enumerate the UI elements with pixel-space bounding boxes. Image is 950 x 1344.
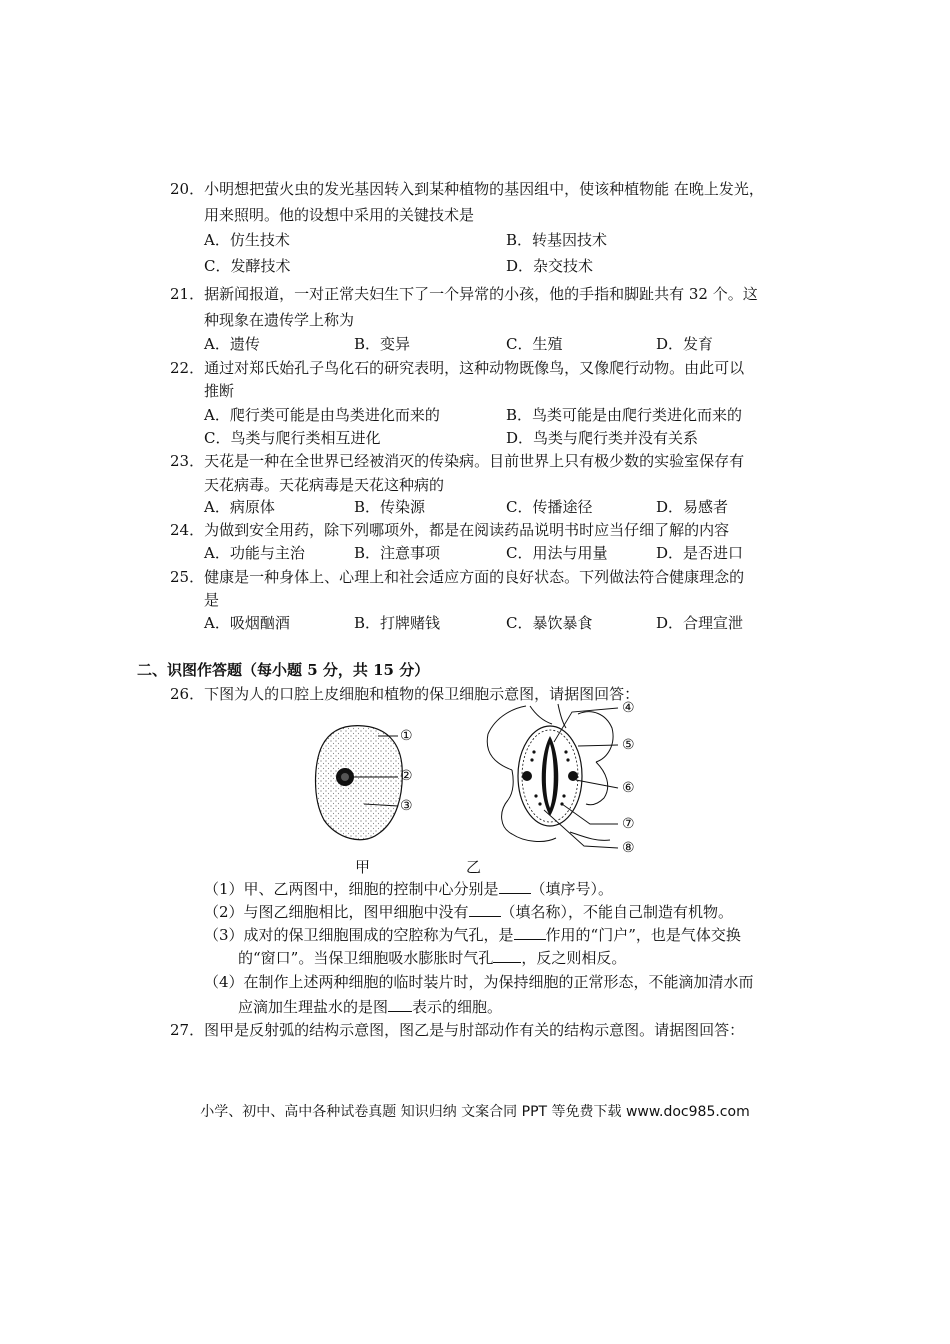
- q26-sub3-blank-2[interactable]: [493, 948, 521, 963]
- fig-label-8: ⑧: [622, 840, 635, 856]
- q22-option-c: C．鸟类与爬行类相互进化: [204, 429, 381, 447]
- guard-cell-nucleus-right: [568, 771, 578, 781]
- q25-option-a: A．吸烟酗酒: [204, 614, 290, 632]
- q26-sub3-text-d: ，反之则相反。: [521, 949, 627, 967]
- q23-option-c: C．传播途径: [506, 498, 593, 516]
- q20-option-c: C．发酵技术: [204, 257, 291, 275]
- q25-option-d: D．合理宣泄: [656, 614, 744, 632]
- q26-sub4-line2: [238, 996, 502, 1017]
- q21-option-c: C．生殖: [506, 335, 563, 353]
- q23-option-d: D．易感者: [656, 498, 729, 516]
- q20-stem-line2: 用来照明。他的设想中采用的关键技术是: [204, 206, 475, 224]
- q21-stem-line1: 21．据新闻报道，一对正常夫妇生下了一个异常的小孩，他的手指和脚趾共有 32 个。这: [170, 285, 758, 303]
- q23-stem-line1: 23．天花是一种在全世界已经被消灭的传染病。目前世界上只有极少数的实验室保存有: [170, 452, 745, 470]
- q25-option-b: B．打牌赌钱: [354, 614, 441, 632]
- q22-stem-line2: 推断: [204, 382, 235, 400]
- q24-option-a: A．功能与主治: [204, 544, 305, 562]
- fig-label-3: ③: [400, 798, 413, 814]
- q26-sub4-text-c: 表示的细胞。: [412, 998, 503, 1016]
- q25-option-c: C．暴饮暴食: [506, 614, 593, 632]
- q22-option-b: B．鸟类可能是由爬行类进化而来的: [506, 406, 743, 424]
- fig-caption-left: 甲: [355, 858, 371, 876]
- fig-label-6: ⑥: [622, 780, 635, 796]
- q20-option-b: B．转基因技术: [506, 231, 608, 249]
- q26-sub3-text-a: （3）成对的保卫细胞围成的空腔称为气孔，是: [204, 926, 514, 944]
- q21-option-b: B．变异: [354, 335, 411, 353]
- cell-membrane-outline: [316, 726, 403, 840]
- cell-diagram: [300, 700, 660, 860]
- q26-sub1: [204, 878, 613, 899]
- q26-sub2-text-b: （填名称），不能自己制造有机物。: [500, 903, 734, 921]
- q23-stem-line2: 天花病毒。天花病毒是天花这种病的: [204, 476, 445, 494]
- q26-sub4-text-b: 应滴加生理盐水的是图: [238, 998, 389, 1016]
- q26-sub2-text-a: （2）与图乙细胞相比，图甲细胞中没有: [204, 903, 469, 921]
- q20-option-a: A．仿生技术: [204, 231, 290, 249]
- fig-label-5: ⑤: [622, 737, 635, 753]
- fig-caption-right: 乙: [466, 858, 482, 876]
- q24-option-d: D．是否进口: [656, 544, 744, 562]
- q26-sub4-blank[interactable]: [388, 997, 412, 1012]
- fig-label-7: ⑦: [622, 816, 635, 832]
- q24-option-c: C．用法与用量: [506, 544, 608, 562]
- q22-option-d: D．鸟类与爬行类并没有关系: [506, 429, 699, 447]
- q25-stem-line2: 是: [204, 591, 220, 609]
- q20-stem-line1: 20．小明想把萤火虫的发光基因转入到某种植物的基因组中，使该种植物能 在晚上发光，: [170, 180, 764, 198]
- guard-cell-nucleus-left: [522, 771, 532, 781]
- q26-intro: 26．下图为人的口腔上皮细胞和植物的保卫细胞示意图，请据图回答：: [170, 685, 640, 703]
- q21-option-a: A．遗传: [204, 335, 260, 353]
- epithelial-cell-figure: [316, 726, 403, 840]
- q22-stem-line1: 22．通过对郑氏始孔子鸟化石的研究表明，这种动物既像鸟，又像爬行动物。由此可以: [170, 359, 745, 377]
- q26-sub1-blank[interactable]: [499, 879, 531, 894]
- q26-sub3-line1: [204, 924, 741, 945]
- fig-label-1: ①: [400, 728, 413, 744]
- fig-label-4: ④: [622, 700, 635, 716]
- q21-option-d: D．发育: [656, 335, 714, 353]
- q25-stem-line1: 25．健康是一种身体上、心理上和社会适应方面的良好状态。下列做法符合健康理念的: [170, 568, 745, 586]
- q26-sub2-blank[interactable]: [469, 902, 501, 917]
- q22-option-a: A．爬行类可能是由鸟类进化而来的: [204, 406, 440, 424]
- q27-stem-line1: 27．图甲是反射弧的结构示意图，图乙是与肘部动作有关的结构示意图。请据图回答：: [170, 1021, 745, 1039]
- q26-sub3-text-b: 作用的“门户”，也是气体交换: [545, 926, 741, 944]
- q26-sub3-text-c: 的“窗口”。当保卫细胞吸水膨胀时气孔: [238, 949, 494, 967]
- q26-sub1-text-a: （1）甲、乙两图中，细胞的控制中心分别是: [204, 880, 499, 898]
- q20-option-d: D．杂交技术: [506, 257, 594, 275]
- fig-label-2: ②: [400, 768, 413, 784]
- q26-sub4-line1: （4）在制作上述两种细胞的临时装片时，为保持细胞的正常形态，不能滴加清水而: [204, 973, 754, 991]
- q26-sub3-blank-1[interactable]: [514, 925, 546, 940]
- q26-sub3-line2: [238, 947, 626, 968]
- q23-option-a: A．病原体: [204, 498, 275, 516]
- section-2-title: 二、识图作答题（每小题 5 分，共 15 分）: [137, 661, 430, 679]
- q26-sub2: [204, 901, 733, 922]
- q24-stem-line1: 24．为做到安全用药，除下列哪项外，都是在阅读药品说明书时应当仔细了解的内容: [170, 521, 730, 539]
- page-footer[interactable]: 小学、初中、高中各种试卷真题 知识归纳 文案合同 PPT 等免费下载 www.doc985.com: [200, 1104, 750, 1120]
- guard-cell-figure: [487, 704, 618, 848]
- q23-option-b: B．传染源: [354, 498, 426, 516]
- q26-sub1-text-b: （填序号）。: [530, 880, 614, 898]
- q24-option-b: B．注意事项: [354, 544, 441, 562]
- q21-stem-line2: 种现象在遗传学上称为: [204, 311, 355, 329]
